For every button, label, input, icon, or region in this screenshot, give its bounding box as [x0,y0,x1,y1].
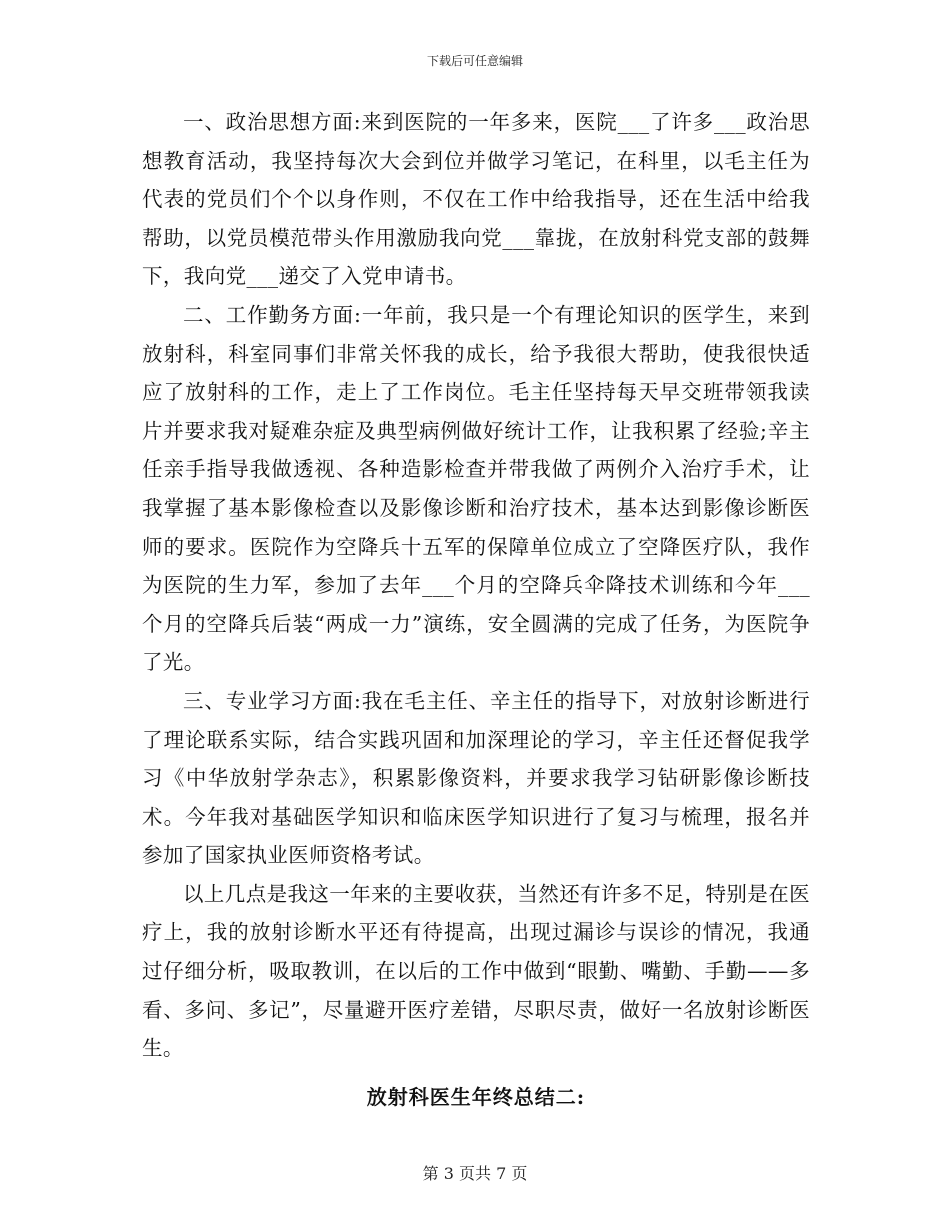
page-footer: 第 3 页共 7 页 [422,1164,528,1183]
paragraph-summary: 以上几点是我这一年来的主要收获，当然还有许多不足，特别是在医疗上，我的放射诊断水平还有待提高，出现过漏诊与误诊的情况，我通过仔细分析，吸取教训，在以后的工作中做到“眼勤、嘴勤、手勤——多看、多问、多记”，尽量避开医疗差错，尽职尽责，做好一名放射诊断医生。 [142,881,810,1061]
paragraph-work: 二、工作勤务方面:一年前，我只是一个有理论知识的医学生，来到放射科，科室同事们非常关怀我的成长，给予我很大帮助，使我很快适应了放射科的工作，走上了工作岗位。毛主任坚持每天早交班带领我读片并要求我对疑难杂症及典型病例做好统计工作，让我积累了经验;辛主任亲手指导我做透视、各种造影检查并带我做了两例介入治疗手术，让我掌握了基本影像检查以及影像诊断和治疗技术，基本达到影像诊断医师的要求。医院作为空降兵十五军的保障单位成立了空降医疗队，我作为医院的生力军，参加了去年___个月的空降兵伞降技术训练和今年___个月的空降兵后装“两成一力”演练，安全圆满的完成了任务，为医院争了光。 [142,302,810,675]
document-body [142,103,810,1116]
paragraph-political: 一、政治思想方面:来到医院的一年多来，医院___了许多___政治思想教育活动，我坚持每次大会到位并做学习笔记，在科里，以毛主任为代表的党员们个个以身作则，不仅在工作中给我指导，还在生活中给我帮助，以党员模范带头作用激励我向党___靠拢，在放射科党支部的鼓舞下，我向党___递交了入党申请书。 [142,110,810,289]
section-title: 放射科医生年终总结二: [366,1084,586,1109]
paragraph-study: 三、专业学习方面:我在毛主任、辛主任的指导下，对放射诊断进行了理论联系实际，结合实践巩固和加深理论的学习，辛主任还督促我学习《中华放射学杂志》，积累影像资料，并要求我学习钻研影像诊断技术。今年我对基础医学知识和临床医学知识进行了复习与梳理，报名并参加了国家执业医师资格考试。 [142,688,810,868]
page-header: 下载后可任意编辑 [426,54,523,68]
